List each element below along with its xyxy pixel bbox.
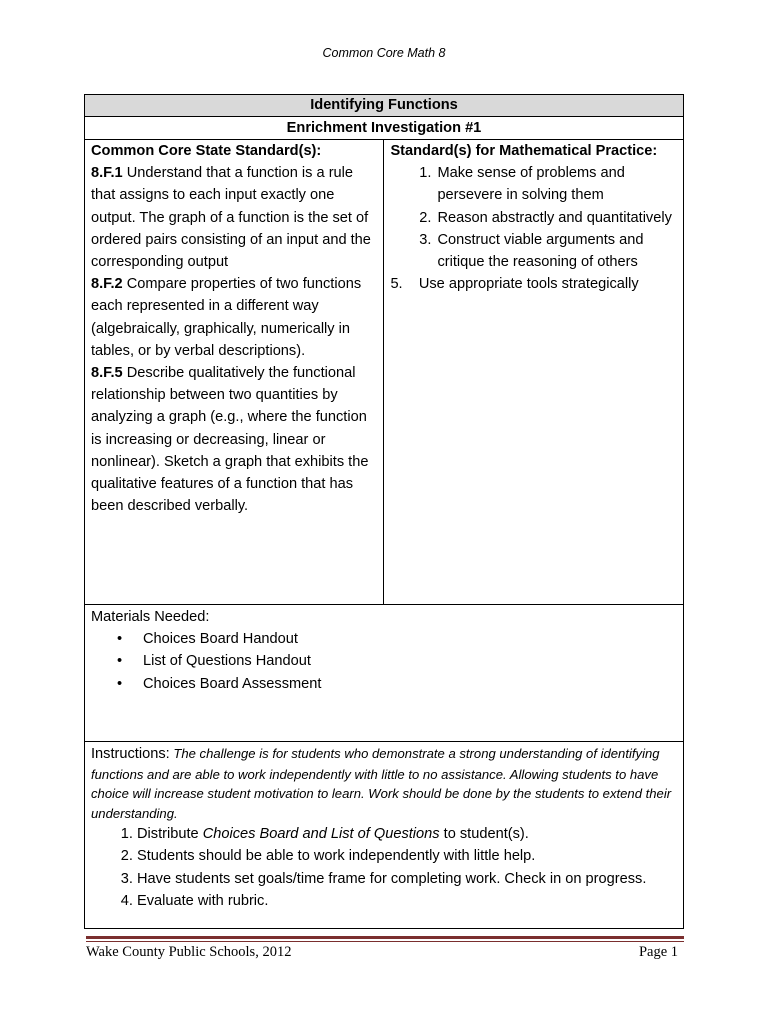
page-number: Page 1 bbox=[638, 944, 678, 960]
materials-heading: Materials Needed: bbox=[91, 609, 210, 625]
practice-heading: Standard(s) for Mathematical Practice: bbox=[390, 143, 658, 159]
standard-8f5: 8.F.5 Describe qualitatively the functional relationship between two quantities by analyzing a graph (e.g., where the function is increasing or decreasing, linear or nonlinear). Sketch a graph that exhibits the qualitative features of a function that has been described verbally. bbox=[91, 365, 369, 515]
instructions-label: Instructions: bbox=[91, 746, 170, 762]
practice-item: 3. Construct viable arguments and critique the reasoning of others bbox=[435, 229, 677, 273]
standards-heading: Common Core State Standard(s): bbox=[91, 143, 322, 159]
materials-item: • Choices Board Assessment bbox=[137, 673, 677, 695]
materials-item: • List of Questions Handout bbox=[137, 650, 677, 672]
instruction-step: 4. Evaluate with rubric. bbox=[137, 890, 677, 912]
instruction-step: 3. Have students set goals/time frame for completing work. Check in on progress. bbox=[137, 868, 677, 890]
standards-cell bbox=[85, 140, 384, 605]
practice-item: 1. Make sense of problems and persevere in solving them bbox=[435, 162, 677, 206]
practice-cell bbox=[384, 140, 684, 605]
instructions-cell bbox=[85, 742, 684, 929]
instruction-step: 2. Students should be able to work independently with little help. bbox=[137, 845, 677, 867]
standard-8f1: 8.F.1 Understand that a function is a rule that assigns to each input exactly one output. The graph of a function is the set of ordered pairs consisting of an input and the corresponding output bbox=[91, 165, 371, 271]
practice-item-5: 5. Use appropriate tools strategically bbox=[390, 276, 639, 293]
instructions-intro: Instructions: The challenge is for students who demonstrate a strong understanding of identifying functions and are able to work independently with little to no assistance. Allowing students to have choice will increase student motivation to learn. Work should be done by the students to extend their understanding. bbox=[91, 746, 672, 821]
instructions-steps bbox=[91, 823, 677, 912]
standard-8f2: 8.F.2 Compare properties of two functions each represented in a different way (algebraically, graphically, numerically in tables, or by verbal descriptions). bbox=[91, 276, 362, 359]
instruction-step: 1. Distribute Choices Board and List of Questions to student(s). bbox=[137, 823, 677, 845]
materials-item: • Choices Board Handout bbox=[137, 628, 677, 650]
practice-item: 2. Reason abstractly and quantitatively bbox=[435, 207, 677, 229]
lesson-subtitle: Enrichment Investigation #1 bbox=[85, 117, 684, 140]
lesson-table bbox=[84, 94, 684, 929]
materials-list bbox=[91, 628, 677, 695]
practice-list bbox=[390, 162, 677, 273]
lesson-title: Identifying Functions bbox=[85, 95, 684, 117]
materials-cell bbox=[85, 605, 684, 742]
footer-rule-thin bbox=[86, 941, 684, 942]
footer-left: Wake County Public Schools, 2012 bbox=[86, 944, 292, 960]
footer-rule bbox=[86, 936, 684, 939]
running-header: Common Core Math 8 bbox=[322, 46, 446, 60]
